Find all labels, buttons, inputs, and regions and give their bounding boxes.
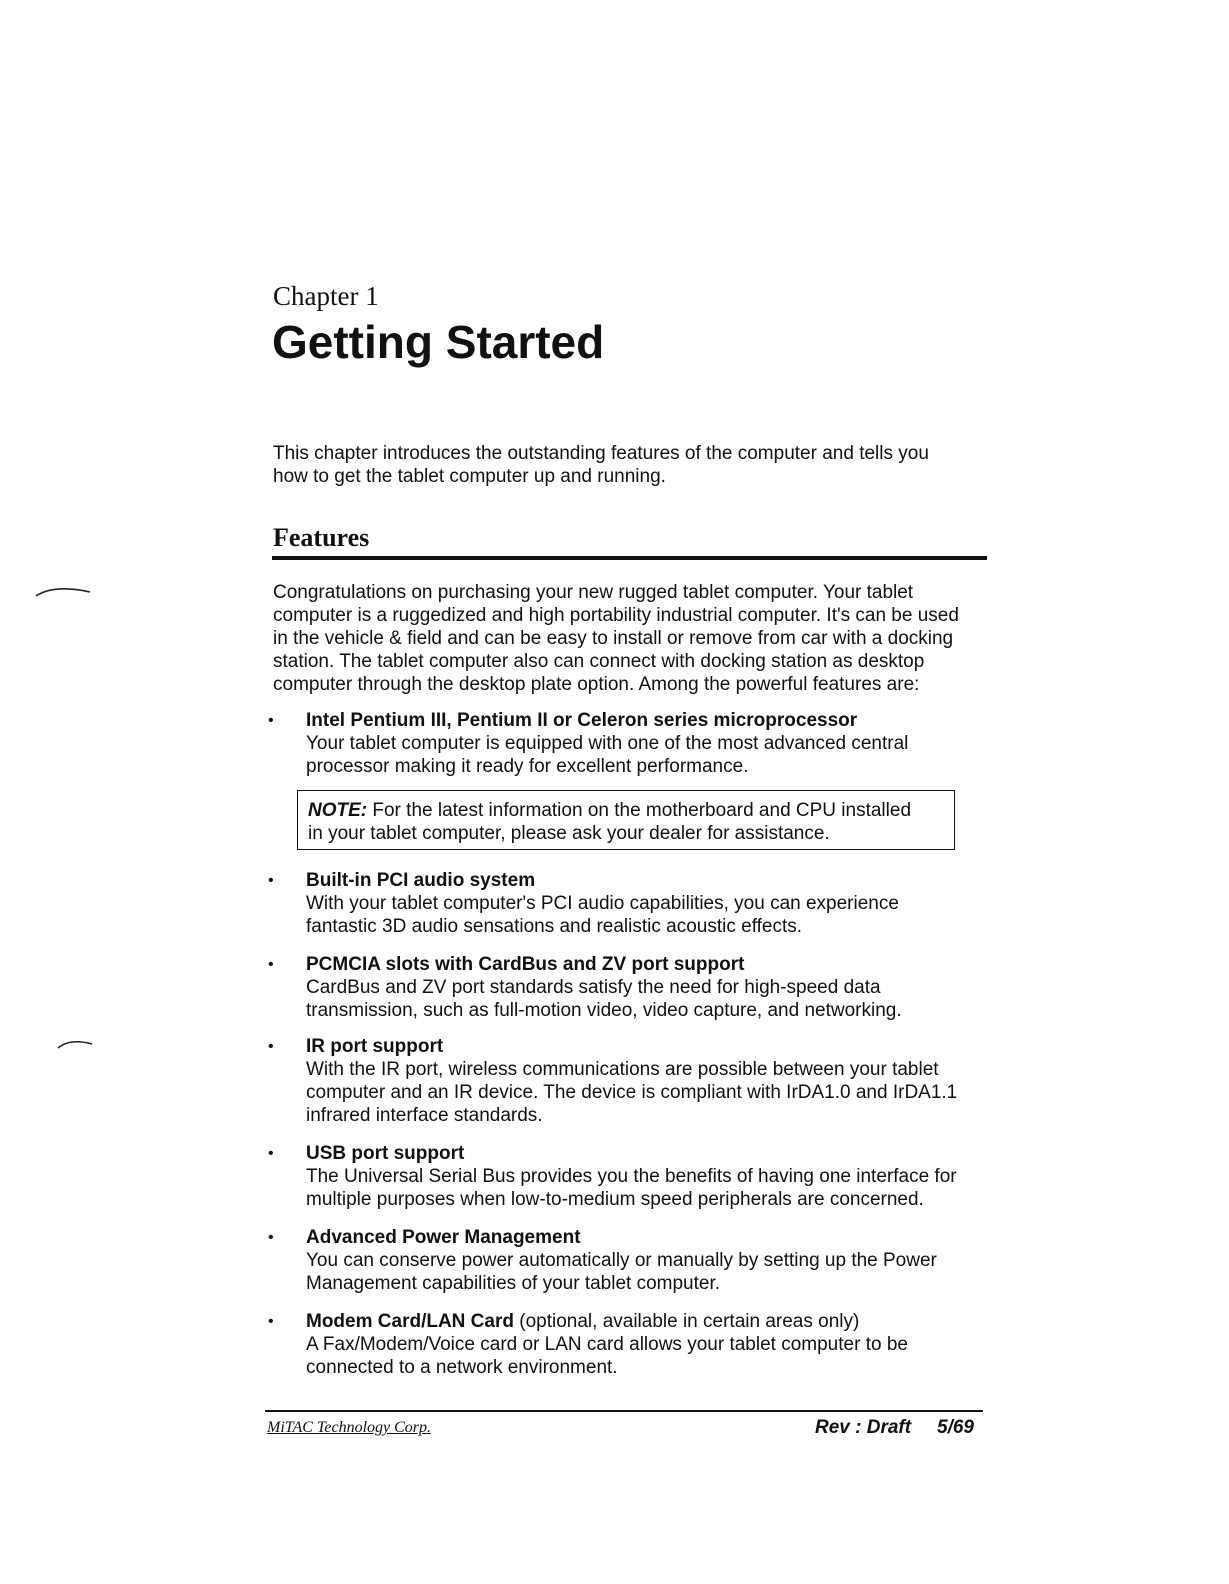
feature-title-note: (optional, available in certain areas only) (513, 1311, 860, 1332)
footer-company: MiTAC Technology Corp. (267, 1419, 432, 1436)
feature-title: Modem Card/LAN Card (306, 1311, 514, 1332)
features-intro-line: in the vehicle & field and can be easy to install or remove from car with a docking (273, 628, 954, 649)
feature-description-line: connected to a network environment. (306, 1357, 618, 1378)
note-label: NOTE: (308, 800, 368, 821)
bullet-icon: • (268, 956, 274, 973)
feature-item (268, 953, 988, 1022)
feature-description-line: infrared interface standards. (306, 1105, 543, 1126)
features-intro-line: computer is a ruggedized and high portability industrial computer. It's can be used (273, 605, 959, 626)
feature-title: Built-in PCI audio system (306, 870, 536, 891)
feature-title: IR port support (306, 1036, 444, 1057)
footer-page-number: 5/69 (937, 1417, 974, 1438)
intro-line: how to get the tablet computer up and running. (273, 466, 666, 487)
feature-title: USB port support (306, 1143, 465, 1164)
feature-description-line: fantastic 3D audio sensations and realistic acoustic effects. (306, 916, 803, 937)
chapter-title: Getting Started (272, 316, 605, 368)
feature-title: Intel Pentium III, Pentium II or Celeron series microprocessor (306, 710, 858, 731)
feature-description-line: A Fax/Modem/Voice card or LAN card allows your tablet computer to be (306, 1334, 908, 1355)
feature-description-line: With your tablet computer's PCI audio capabilities, you can experience (306, 893, 899, 914)
features-intro-paragraph (273, 581, 988, 696)
feature-title: Advanced Power Management (306, 1227, 581, 1248)
footer-divider (265, 1410, 983, 1412)
bullet-icon: • (268, 1229, 274, 1246)
note-text-line: in your tablet computer, please ask your dealer for assistance. (308, 823, 830, 844)
features-intro-line: station. The tablet computer also can connect with docking station as desktop (273, 651, 925, 672)
features-intro-line: computer through the desktop plate option. Among the powerful features are: (273, 674, 920, 695)
scan-mark-icon (34, 584, 94, 600)
bullet-icon: • (268, 712, 274, 729)
feature-item (268, 1226, 988, 1295)
bullet-icon: • (268, 1038, 274, 1055)
feature-title: PCMCIA slots with CardBus and ZV port support (306, 954, 745, 975)
feature-description-line: Your tablet computer is equipped with one of the most advanced central (306, 733, 909, 754)
feature-description-line: The Universal Serial Bus provides you the benefits of having one interface for (306, 1166, 957, 1187)
scan-mark-icon (56, 1036, 96, 1052)
feature-description-line: CardBus and ZV port standards satisfy the need for high-speed data (306, 977, 881, 998)
bullet-icon: • (268, 1145, 274, 1162)
bullet-icon: • (268, 1313, 274, 1330)
intro-paragraph (273, 442, 973, 488)
feature-description-line: Management capabilities of your tablet computer. (306, 1273, 721, 1294)
feature-description-line: You can conserve power automatically or manually by setting up the Power (306, 1250, 937, 1271)
features-heading: Features (273, 523, 370, 552)
feature-description-line: With the IR port, wireless communications are possible between your tablet (306, 1059, 939, 1080)
feature-description-line: computer and an IR device. The device is compliant with IrDA1.0 and IrDA1.1 (306, 1082, 958, 1103)
section-divider (272, 556, 987, 560)
feature-description-line: processor making it ready for excellent performance. (306, 756, 749, 777)
note-box (297, 790, 955, 850)
feature-description-line: transmission, such as full-motion video, video capture, and networking. (306, 1000, 902, 1021)
feature-item (268, 709, 988, 778)
note-text-line: For the latest information on the motherboard and CPU installed (367, 800, 912, 821)
feature-item (268, 1035, 988, 1127)
footer-revision: Rev : Draft (815, 1417, 912, 1438)
feature-item (268, 869, 988, 938)
bullet-icon: • (268, 872, 274, 889)
feature-description-line: multiple purposes when low-to-medium speed peripherals are concerned. (306, 1189, 924, 1210)
chapter-label: Chapter 1 (273, 281, 379, 311)
intro-line: This chapter introduces the outstanding features of the computer and tells you (273, 443, 929, 464)
feature-item (268, 1142, 988, 1211)
feature-item (268, 1310, 988, 1379)
features-intro-line: Congratulations on purchasing your new rugged tablet computer. Your tablet (273, 582, 914, 603)
